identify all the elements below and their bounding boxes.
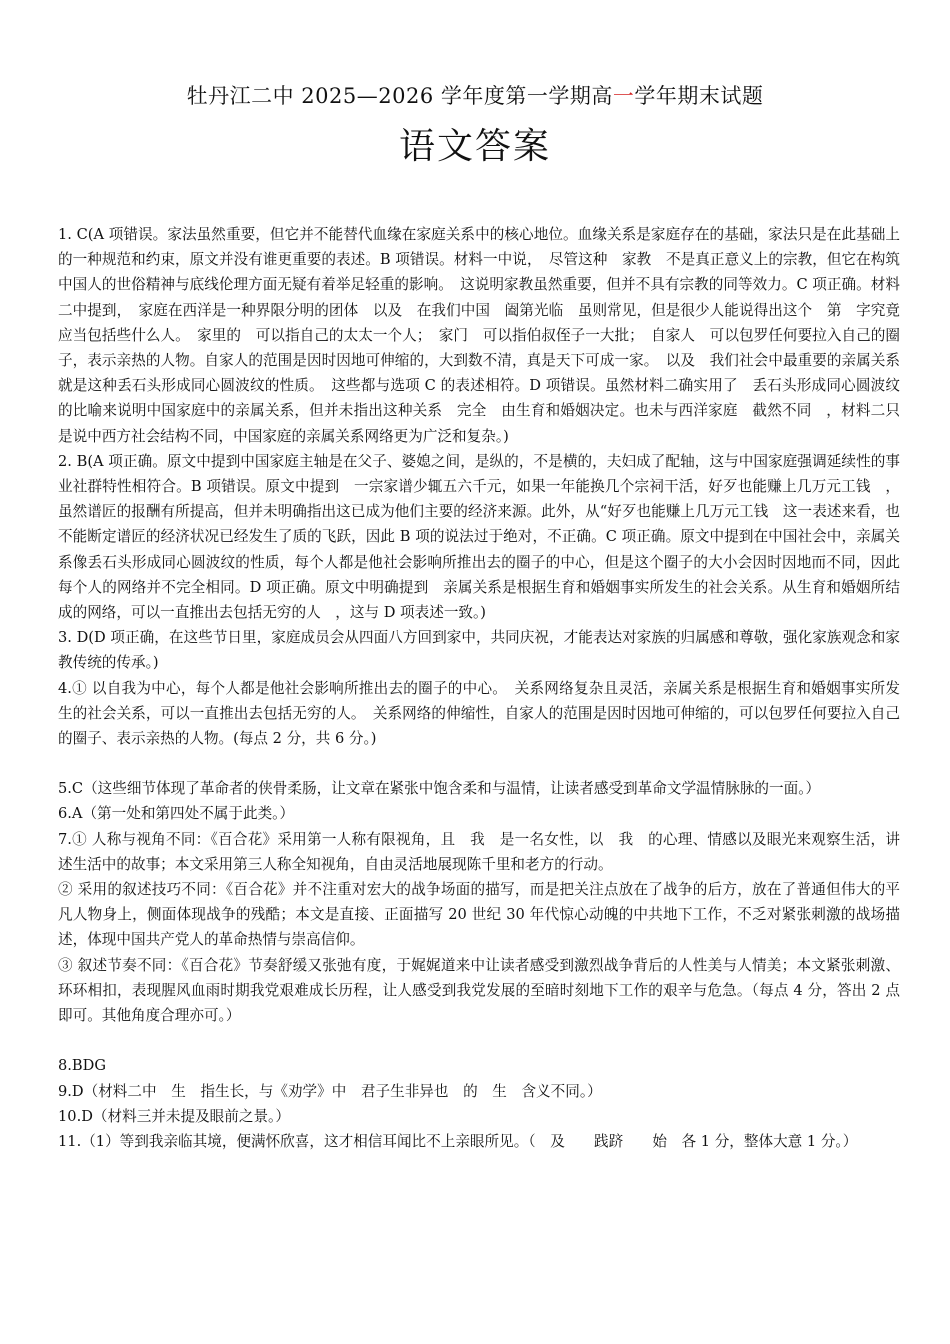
document-subtitle: 语文答案: [398, 126, 551, 167]
exam-title-prefix: 牡丹江二中 2025—2026 学年度第一学期高: [186, 84, 613, 108]
section-gap: [58, 751, 900, 776]
answer-9: 9.D（材料二中 生 指生长，与《劝学》中 君子生非异也 的 生 含义不同。）: [58, 1082, 602, 1100]
answer-2: 2. B(A 项正确。原文中提到中国家庭主轴是在父子、婆媳之间，是纵的，不是横的，夫妇成了配轴，这与中国家庭强调延续性的事业社群特性相符合。B 项错误。原文中提到 一宗家谱少辄五六千元，如果一年能换几个宗祠干活，好歹也能赚上几万元工钱 ，虽然谱匠的报酬有所提高，但并未明确指出这已成为他们主要的经济来源。此外，从“好歹也能赚上几万元工钱 这一表述来看，也不能断定谱匠的经济状况已经发生了质的飞跃，因此 B 项的说法过于绝对，不正确。C 项正确。原文中提到在中国社会中，亲属关系像丢石头形成同心圆波纹的性质，每个人都是他社会影响所推出去的圈子的中心，但是这个圈子的大小会因时因地而不同，因此每个人的网络并不完全相同。D 项正确。原文中明确提到 亲属关系是根据生育和婚姻事实所发生的社会关系。从生育和婚姻所结成的网络，可以一直推出去包括无穷的人 ，这与 D 项表述一致。): [58, 452, 900, 622]
answers-body: [58, 222, 915, 1154]
answer-8: 8.BDG: [58, 1057, 107, 1075]
exam-title: [0, 80, 950, 110]
exam-title-suffix: 学年期末试题: [634, 84, 764, 108]
answer-5: 5.C（这些细节体现了革命者的侠骨柔肠，让文章在紧张中饱含柔和与温情，让读者感受到革命文学温情脉脉的一面。）: [58, 780, 821, 798]
answer-7-point-1: 7.① 人称与视角不同：《百合花》采用第一人称有限视角，且 我 是一名女性，以 我 的心理、情感以及眼光来观察生活，讲述生活中的故事；本文采用第三人称全知视角，自由灵活地展现陈千里和老方的行动。: [58, 830, 900, 873]
section-gap: [58, 1028, 900, 1053]
answer-6: 6.A（第一处和第四处不属于此类。）: [58, 805, 295, 823]
answer-7-point-2: ② 采用的叙述技巧不同：《百合花》并不注重对宏大的战争场面的描写，而是把关注点放在了战争的后方，放在了普通但伟大的平凡人物身上，侧面体现战争的残酷；本文是直接、正面描写 20 世纪 30 年代惊心动魄的中共地下工作，不乏对紧张刺激的战场描述，体现中国共产党人的革命热情与崇高信仰。: [58, 881, 900, 949]
exam-title-accent: 一: [612, 84, 635, 108]
answer-10: 10.D（材料三并未提及眼前之景。）: [58, 1107, 290, 1125]
answer-11: 11.（1）等到我亲临其境，便满怀欣喜，这才相信耳闻比不上亲眼所见。（ 及 践跻 始 各 1 分，整体大意 1 分。）: [58, 1132, 858, 1150]
answer-4: 4.① 以自我为中心，每个人都是他社会影响所推出去的圈子的中心。 关系网络复杂且灵活，亲属关系是根据生育和婚姻事实所发生的社会关系，可以一直推出去包括无穷的人。 关系网络的伸缩性，自家人的范围是因时因地可伸缩的，可以包罗任何要拉入自己的圈子、表示亲热的人物。(每点 2 分，共 6 分。): [58, 679, 900, 748]
answer-3: 3. D(D 项正确，在这些节日里，家庭成员会从四面八方回到家中，共同庆祝，才能表达对家族的归属感和尊敬，强化家族观念和家教传统的传承。): [58, 629, 900, 672]
answer-1: 1. C(A 项错误。家法虽然重要，但它并不能替代血缘在家庭关系中的核心地位。血缘关系是家庭存在的基础，家法只是在此基础上的一种规范和约束，原文并没有谁更重要的表述。B 项错误。材料一中说， 尽管这种 家教 不是真正意义上的宗教，但它在构筑中国人的世俗精神与底线伦理方面无疑有着举足轻重的影响。 这说明家教虽然重要，但并不具有宗教的同等效力。C 项正确。材料二中提到， 家庭在西洋是一种界限分明的团体 以及 在我们中国 阖第光临 虽则常见，但是很少人能说得出这个 第 字究竟应当包括些什么人。 家里的 可以指自己的太太一个人； 家门 可以指伯叔侄子一大批； 自家人 可以包罗任何要拉入自己的圈子，表示亲热的人物。自家人的范围是因时因地可伸缩的，大到数不清，真是天下可成一家。 以及 我们社会中最重要的亲属关系就是这种丢石头形成同心圆波纹的性质。 这些都与选项 C 的表述相符。D 项错误。虽然材料二确实用了 丢石头形成同心圆波纹 的比喻来说明中国家庭中的亲属关系，但并未指出这种关系 完全 由生育和婚姻决定。也未与西洋家庭 截然不同 ，材料二只是说中西方社会结构不同，中国家庭的亲属关系网络更为广泛和复杂。): [58, 226, 915, 445]
answer-7-point-3: ③ 叙述节奏不同：《百合花》节奏舒缓又张弛有度，于娓娓道来中让读者感受到激烈战争背后的人性美与人情美；本文紧张刺激、环环相扣，表现腥风血雨时期我党艰难成长历程，让人感受到我党发展的至暗时刻地下工作的艰辛与危急。（每点 4 分，答出 2 点即可。其他角度合理亦可。）: [58, 956, 900, 1025]
